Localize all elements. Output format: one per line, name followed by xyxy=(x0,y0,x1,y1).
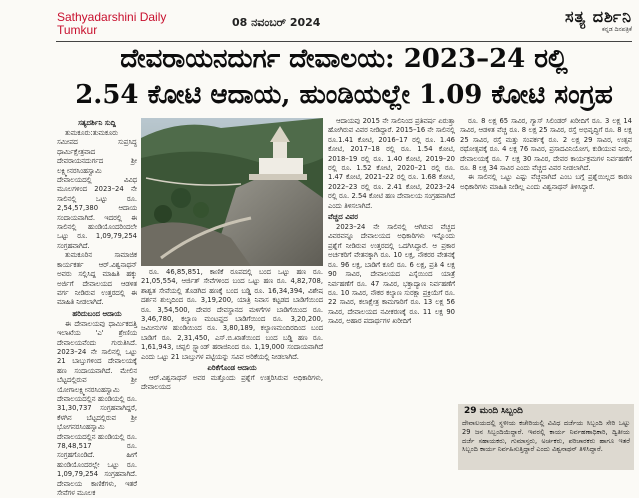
paper-name-line2: Tumkur xyxy=(57,23,98,37)
article-paragraph: ರೂ. 46,85,851, ಕಾಣಿಕೆ ರೂಪದಲ್ಲಿ ಬಂದ ಒಟ್ಟು ಹಣ ರೂ. 21,05,554, ಆರ್ಜಿತ್ ಸೇವೆಗಳಿಂದ ಬಂದ ಒಟ್ಟು ಹಣ ರೂ. 4,82,708, ಶಾಶ್ವತ ಸೇವೆಯಲ್ಲಿ ತೊಡಗಿದ ಹಣಕ್ಕೆ ಬಂದ ಬಡ್ಡಿ ರೂ. 16,34,394, ವಿಶೇಷ ದರ್ಶನ ಶುಲ್ಕದಿಂದ ರೂ. 3,19,200, ಯಾತ್ರಿ ನಿವಾಸ ಕಟ್ಟಡದ ಬಾಡಿಗೆಯಿಂದ ರೂ. 3,54,500, ದೇವರ ದೇವಸ್ಥಾನದ ಮಳಿಗೆಗಳ ಬಾಡಿಗೆಯಿಂದ ರೂ. 3,46,780, ಕಲ್ಯಾಣ ಮಂಟಪ್ದದ ಬಾಡಿಗೆಯಿಂದ ರೂ. 3,20,200, ಜಮೀನುಗಳ ಹುಂಡಿಯಿಂದ ರೂ. 3,80,189, ಕಲ್ಯಾಣಮಂದಿರದಿಂದ ಬಂದ ಬಾಡಿಗೆ ರೂ. 2,31,450, ಎಸ್.ಬಿ.ಖಾತೆಯಿಂದ ಬಂದ ಬಡ್ಡಿ ಹಣ ರೂ. 1,61,943, ಚಪ್ಪಲಿ ಸ್ಟ್ಯಾಂಡ್ ಹರಾಜಿನಿಂದ ರೂ. 1,19,000 ಸಂದಾಯವಾಗಿದೆ ಎಂದು ಒಟ್ಟು 21 ಬಾಬ್ತುಗಳ ಪಟ್ಟಿಯನ್ನು ಸವಿವ ಅರಿಕೆಯಲ್ಲಿ ನೀಡಲಾಗಿದೆ. xyxy=(141,268,323,361)
masthead xyxy=(0,0,639,42)
section-subheading: ವೆಚ್ಚದ ವಿವರ xyxy=(328,213,358,222)
newspaper-logo xyxy=(500,8,632,38)
section-subheading: ಹರಿದುಬಂದ ಆದಾಯ xyxy=(72,309,122,318)
section-subheading: ಏರಿಕೆಗೊಂಡ ಆದಾಯ xyxy=(207,364,257,373)
paper-name-line1: Sathyadarshini Daily xyxy=(57,10,167,24)
article-paragraph: 2023–24 ನೇ ಸಾಲಿನಲ್ಲಿ ಆಗಿರುವ ವೆಚ್ಚದ ವಿವರವನ್ನೂ ದೇವಾಲಯದ ಅಧಿಕಾರಿಗಳು ಇನ್ನೊಂದು ಪ್ರಶ್ನೆಗೆ ನೀಡಿರುವ ಉತ್ತರದಲ್ಲಿ ಒದಗಿಸಿದ್ದಾರೆ. ಆ ಪ್ರಕಾರ ಅರ್ಚಕರಿಗೆ ವೇತನಕ್ಕಾಗಿ ರೂ. 10 ಲಕ್ಷ, ನೌಕರರ ವೇತನಕ್ಕೆ ರೂ. 96 ಲಕ್ಷ, ಬಾಡಿಗೆ ಕೂಲಿ ರೂ. 6 ಲಕ್ಷ, ಪ್ರತಿ 4 ಲಕ್ಷ 90 ಸಾವಿರ, ದೇವಾಲಯದ ಎಸ್ಕೆಯಿಂದ ಯಾತ್ರೆ ನಿರ್ವಹಣೆಗೆ ರೂ. 47 ಸಾವಿರ, ಭಕ್ತಾದ್ಯಾಣ ನಿರ್ವಹಣೆಗೆ ರೂ. 10 ಸಾವಿರ, ನೌಕರ ಕಲ್ಯಾಣ ಸುರಕ್ಷಾ ಪ್ರಕ್ರಿಯೆಗೆ ರೂ. 22 ಸಾವಿರ, ಕಲಾಕ್ಷೇತ್ರ ಕಾಮಗಾರಿಗೆ ರೂ. 13 ಲಕ್ಷ 56 ಸಾವಿರ, ದೇವಾಲಯದ ನವೀಕರಣಕ್ಕೆ ರೂ. 11 ಲಕ್ಷ 90 ಸಾವಿರ, ಅಹಾರ ಪದಾರ್ಥಗಳ ಖರೀದಿಗೆ xyxy=(328,223,455,326)
article-paragraph: ಆದಾಯವು 2015 ನೇ ಸಾಲಿನಿಂದ ಪ್ರತಿವರ್ಷ ಏರುತ್ತಾ ಹೋಗಿರುವ ವಿವರ ನೀಡಿದ್ದಾರೆ. 2015–16 ನೇ ಸಾಲಿನಲ್ಲಿ ರೂ.1.41 ಕೋಟಿ, 2016–17 ರಲ್ಲಿ ರೂ. 1.46 ಕೋಟಿ, 2017–18 ರಲ್ಲಿ ರೂ. 1.54 ಕೋಟಿ, 2018–19 ರಲ್ಲಿ ರೂ. 1.40 ಕೋಟಿ, 2019–20 ರಲ್ಲಿ ರೂ. 1.52 ಕೋಟಿ, 2020–21 ರಲ್ಲಿ ರೂ. 1.47 ಕೋಟಿ, 2021–22 ರಲ್ಲಿ ರೂ. 1.68 ಕೋಟಿ, 2022–23 ರಲ್ಲಿ ರೂ. 2.41 ಕೋಟಿ, 2023–24 ರಲ್ಲಿ ರೂ. 2.54 ಕೋಟಿ ಹಣ ದೇವಾಲಯ ಸಂಗ್ರಹವಾಗಿದೆ ಎಂದು ತಿಳಿಸಲಾಗಿದೆ. xyxy=(328,117,455,210)
box-text: ದೇವಾಲಯದಲ್ಲಿ ಸ್ಥಳೀಯ ಕಚೇರಿಯಲ್ಲಿ ವಿವಿಧ ದರ್ಜೆಯ ಸಿಬ್ಬಂದಿ ಸೇರಿ ಒಟ್ಟು 29 ಜನ ಸಿಬ್ಬಂದಿಯಿದ್ದಾರೆ. ಇವರಲ್ಲಿ ಕಾರ್ಯ ನಿರ್ವಹಣಾಧಿಕಾರಿ, ದ್ವಿತೀಯ ದರ್ಜೆ ಸಹಾಯಕರು, ಗುಮಾಸ್ತರು, ಅರ್ಚಕರು, ಪರಿಚಾರಕರು ಹಾಗೂ ಇತರೆ ಸಿಬ್ಬಂದಿ ಕಾರ್ಯ ನಿರ್ವಹಿಸುತ್ತಿದ್ದಾರೆ ಎಂದು ವಿಶ್ವನಾಥನ್ ತಿಳಿಸಿದ್ದಾರೆ. xyxy=(462,419,630,454)
article-paragraph: ಈ ಸಾಲಿನಲ್ಲಿ ಒಟ್ಟು ಎಷ್ಟು ವೆಚ್ಚವಾಗಿದೆ ಎಂಬ ಬಗ್ಗೆ ಪ್ರಶ್ನೆಯಿಲ್ಲದ ಕಾರಣ ಅಧಿಕಾರಿಗಳು ಮಾಹಿತಿ ನೀಡಿಲ್ಲ ಎಂದು ವಿಶ್ವನಾಥನ್ ತಿಳಿಸಿದ್ದಾರೆ. xyxy=(460,173,632,191)
article-paragraph: ತುಮಕೂರು:ತುಮಕೂರು ಸಮೀಪದ ಸುಪ್ರಸಿದ್ಧ ಧಾರ್ಮಿಕ್ಷೇತ್ರವಾದ ದೇವರಾಯನದುರ್ಗದ ಶ್ರೀ ಲಕ್ಷ್ಮೀನರಸಿಂಹಸ್ವಾಮಿ ದೇವಾಲಯದಲ್ಲಿ ವಿವಿಧ ಮೂಲಗಳಿಂದ 2023–24 ನೇ ಸಾಲಿನಲ್ಲಿ ಒಟ್ಟು ರೂ. 2,54,57,380 ಆದಾಯ ಸಂದಾಯವಾಗಿದೆ. ಇದರಲ್ಲಿ ಈ ಸಾಲಿನಲ್ಲಿ ಹುಂಡಿಯೊಂದರಿಂದಲೇ ಒಟ್ಟು ರೂ. 1,09,79,254 ಸಂಗ್ರಹವಾಗಿದೆ. xyxy=(57,129,137,250)
paper-name xyxy=(57,11,166,37)
article-column-4 xyxy=(460,117,632,401)
temple-hill-photo xyxy=(141,118,323,266)
staff-info-box xyxy=(458,404,634,470)
article-paragraph: ತುಮಕೂರಿನ ಸಾಮಾಜಿಕ ಕಾರ್ಯಕರ್ತ ಆರ್.ವಿಶ್ವನಾಥನ್ ಅವರು ಸಲ್ಲಿಸಿದ್ದ ಮಾಹಿತಿ ಹಕ್ಕು ಅರ್ಜಿಗೆ ದೇವಾಲಯದ ಆಡಳಿತ ವರ್ಗ ನೀಡಿರುವ ಉತ್ತರದಲ್ಲಿ ಈ ಮಾಹಿತಿ ನೀಡಲಾಗಿದೆ. xyxy=(57,251,137,307)
logo-title: ಸತ್ಯ ದರ್ಶಿನಿ xyxy=(564,7,632,26)
headline-line1: ದೇವರಾಯನದುರ್ಗ ದೇವಾಲಯ: 2023–24 ರಲ್ಲಿ xyxy=(120,44,568,74)
headline-line2: 2.54 ಕೋಟಿ ಆದಾಯ, ಹುಂಡಿಯಲ್ಲೇ 1.09 ಕೋಟಿ ಸಂಗ್ರಹ xyxy=(75,80,613,110)
logo-subtitle: ಕನ್ನಡ ದಿನಪತ್ರಿಕೆ xyxy=(601,26,632,33)
article-column-2 xyxy=(141,268,323,472)
article-column-1 xyxy=(57,117,137,498)
article-paragraph: ಈ ದೇವಾಲಯವು ಧಾರ್ಮಿಕದತ್ತಿ ಇಲಾಖೆಯ 'ಎ' ಶ್ರೇಣಿಯ ದೇವಾಲಯವೆಂದು ಗುರುತಿಸಿದೆ. 2023–24 ನೇ ಸಾಲಿನಲ್ಲಿ ಒಟ್ಟು 21 ಬಾಬ್ತುಗಳಿಂದ ದೇವಾಲಯಕ್ಕೆ ಹಣ ಸಂದಾಯವಾಗಿದೆ. ಮೇಲಿನ ಬೆಟ್ಟದಲ್ಲಿರುವ ಶ್ರೀ ಯೋಗಾಲಕ್ಷ್ಮೀನರಸಿಂಹಸ್ವಾಮಿ ದೇವಾಲಯದಲ್ಲಿನ ಹುಂಡಿಯಲ್ಲಿ ರೂ. 31,30,737 ಸಂಗ್ರಹವಾಗಿದ್ದರೆ, ಕೆಳಗಿನ ಬೆಟ್ಟದಲ್ಲಿರುವ ಶ್ರೀ ಭೋಗನರಸಿಂಹಸ್ವಾಮಿ ದೇವಾಲಯದಲ್ಲಿನ ಹುಂಡಿಯಲ್ಲಿ ರೂ. 78,48,517 ರೂ. ಸಂಗ್ರಹಗೊಂಡಿದೆ. ಹೀಗೆ ಹುಂಡಿಯೊಂದರಲ್ಲೇ ಒಟ್ಟು ರೂ. 1,09,79,254 ಸಂಗ್ರಹವಾಗಿದೆ. ದೇವಾಲಯ ಕಾಣಿಕೆಗಳು, ಇತರೆ ಸೇವೆಗಳ ಮೂಲಕ xyxy=(57,319,137,498)
byline: ಸತ್ಯದರ್ಶಿನಿ ಸುದ್ದಿ xyxy=(78,119,116,127)
article-column-3 xyxy=(328,117,455,472)
issue-date: 08 ನವಂಬರ್ 2024 xyxy=(232,16,321,29)
article-paragraph: ರೂ. 8 ಲಕ್ಷ 65 ಸಾವಿರ, ಗ್ಯಾಸ್ ಸಿಲಿಂಡರ್ ಖರೀದಿಗೆ ರೂ. 3 ಲಕ್ಷ 14 ಸಾವಿರ, ಆಡಳಿತ ವೆಚ್ಚ ರೂ. 8 ಲಕ್ಷ 25 ಸಾವಿರ, ರಸ್ತೆ ಅಭಿವೃದ್ಧಿಗೆ ರೂ. 8 ಲಕ್ಷ 25 ಸಾವಿರ, ರಸ್ತೆ ಮತ್ತು ಸಂಪರ್ಕಕ್ಕೆ ರೂ. 2 ಲಕ್ಷ 29 ಸಾವಿರ, ಉತ್ಸವ ರಥೋತ್ಸವಕ್ಕೆ ರೂ. 4 ಲಕ್ಷ 76 ಸಾವಿರ, ಪ್ರಸಾದವಿನಿಯೋಗ, ಕುಡಿಯುವ ನೀರು, ದೇವಾಲಯಕ್ಕೆ ರೂ. 7 ಲಕ್ಷ 30 ಸಾವಿರ, ದೇವರ ಕಾರ್ಯಕ್ರಮಗಳ ನಿರ್ವಹಣೆಗೆ ರೂ. 8 ಲಕ್ಷ 34 ಸಾವಿರ ಎಂದು ವೆಚ್ಚದ ವಿವರ ನೀಡಲಾಗಿದೆ. xyxy=(460,117,632,173)
box-title: 29 ಮಂದಿ ಸಿಬ್ಬಂದಿ xyxy=(464,406,523,416)
article-paragraph: ಆರ್.ವಿಶ್ವನಾಥನ್ ಅವರ ಮತ್ತೊಂದು ಪ್ರಶ್ನೆಗೆ ಉತ್ತರಿಸಿರುವ ಅಧಿಕಾರಿಗಳು, ದೇವಾಲಯದ xyxy=(141,374,323,392)
